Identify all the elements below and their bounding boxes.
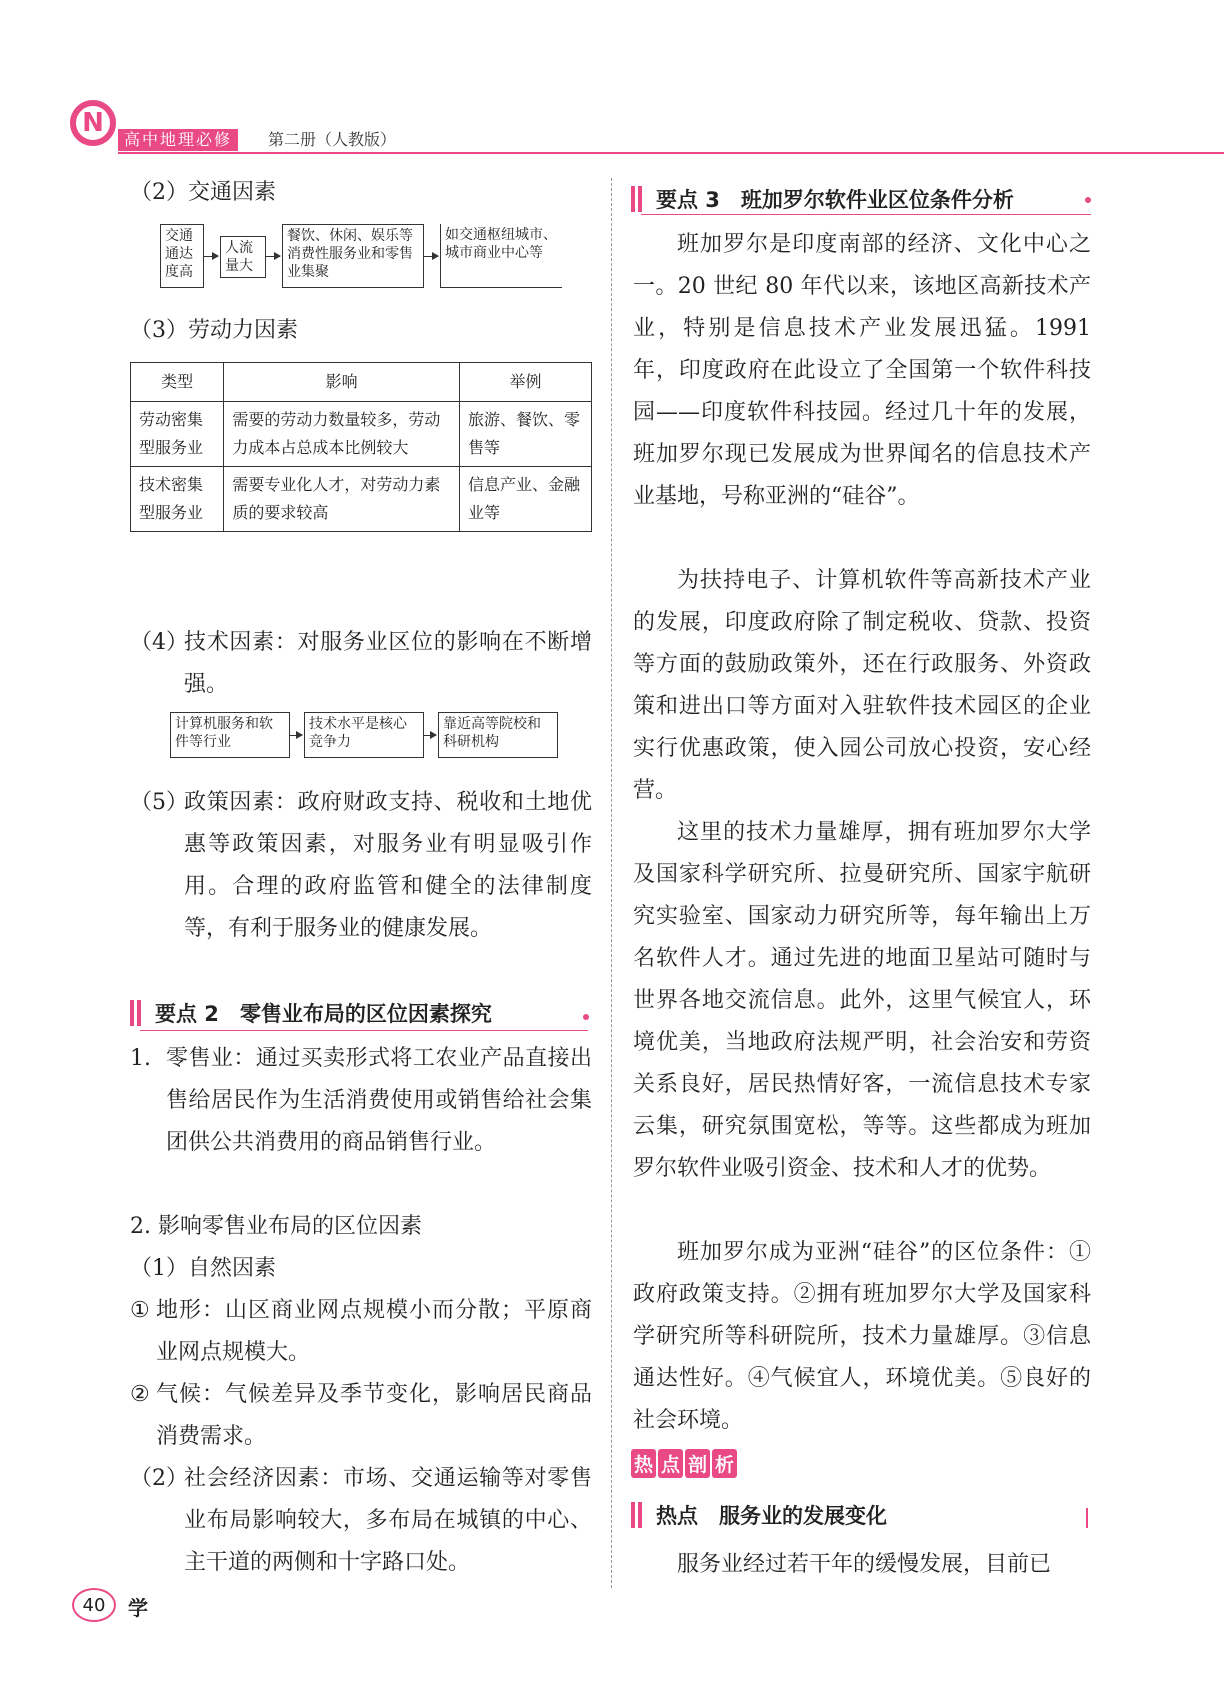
socio-number: （2） bbox=[130, 1466, 188, 1491]
tech-number: （4） bbox=[130, 630, 188, 655]
table-header-row bbox=[131, 363, 592, 402]
policy-paragraph: 政策因素：政府财政支持、税收和土地优惠等政策因素，对服务业有明显吸引作用。合理的政府监管和健全的法律制度等，有利于服务业的健康发展。 bbox=[184, 790, 592, 941]
page-number: 40 bbox=[72, 1588, 116, 1622]
footer-label: 学 bbox=[128, 1596, 148, 1620]
table-cell: 旅游、餐饮、零售等 bbox=[460, 402, 592, 467]
tech-flowchart bbox=[170, 712, 590, 760]
table-header-cell: 影响 bbox=[224, 363, 460, 402]
terrain-paragraph: 地形：山区商业网点规模小而分散；平原商业网点规模大。 bbox=[156, 1298, 592, 1365]
flow-box-4: 如交通枢纽城市、城市商业中心等 bbox=[440, 224, 562, 288]
flow-arrow-2 bbox=[424, 735, 436, 736]
point2-heading bbox=[130, 998, 492, 1028]
heading-bar bbox=[631, 1502, 635, 1528]
flow-box-3: 餐饮、休闲、娱乐等消费性服务业和零售业集聚 bbox=[282, 224, 424, 288]
labor-heading: （3）劳动力因素 bbox=[130, 318, 298, 343]
bangalore-paragraph-2: 为扶持电子、计算机软件等高新技术产业的发展，印度政府除了制定税收、贷款、投资等方面的鼓励政策外，还在行政服务、外资政策和进出口等方面对入驻软件技术园区的企业实行优惠政策，使入园公司放心投资，安心经营。 bbox=[633, 568, 1091, 803]
book-subtitle: 第二册（人教版） bbox=[268, 130, 397, 149]
hotspot-heading bbox=[631, 1500, 887, 1530]
table-cell: 劳动密集型服务业 bbox=[131, 402, 224, 467]
transport-heading: （2）交通因素 bbox=[130, 180, 276, 205]
badge-char: 热 bbox=[631, 1449, 656, 1478]
heading-underline bbox=[140, 1030, 588, 1031]
heading-underline bbox=[641, 214, 1091, 215]
flow-box-2: 人流量大 bbox=[220, 236, 266, 278]
bangalore-paragraph-1: 班加罗尔是印度南部的经济、文化中心之一。20 世纪 80 年代以来，该地区高新技术产业，特别是信息技术产业发展迅猛。1991 年，印度政府在此设立了全国第一个软件科技园——印度软件科技园。经过几十年的发展，班加罗尔现已发展成为世界闻名的信息技术产业基地，号称亚洲的“硅谷”。 bbox=[633, 232, 1091, 509]
flow-box-3: 靠近高等院校和科研机构 bbox=[438, 712, 558, 758]
book-title: 高中地理必修 bbox=[118, 129, 238, 151]
tech-paragraph: 技术因素：对服务业区位的影响在不断增强。 bbox=[184, 630, 592, 697]
service-paragraph: 服务业经过若干年的缓慢发展，目前已 bbox=[677, 1552, 1052, 1577]
item2-heading: 2. 影响零售业布局的区位因素 bbox=[130, 1214, 422, 1239]
flow-arrow-1 bbox=[290, 735, 302, 736]
climate-mark: ② bbox=[130, 1382, 150, 1407]
transport-flowchart bbox=[160, 224, 570, 294]
badge-char: 析 bbox=[712, 1449, 737, 1478]
table-cell: 信息产业、金融业等 bbox=[460, 467, 592, 532]
badge-char: 点 bbox=[658, 1449, 683, 1478]
heading-bar bbox=[130, 1000, 134, 1026]
heading-bar bbox=[638, 1502, 642, 1528]
heading-bar bbox=[631, 186, 635, 212]
heading-bar bbox=[638, 186, 642, 212]
table-cell: 需要的劳动力数量较多，劳动力成本占总成本比例较大 bbox=[224, 402, 460, 467]
climate-paragraph: 气候：气候差异及季节变化，影响居民商品消费需求。 bbox=[156, 1382, 592, 1449]
terrain-mark: ① bbox=[130, 1298, 150, 1323]
table-header-cell: 类型 bbox=[131, 363, 224, 402]
flow-arrow-3 bbox=[424, 256, 438, 257]
table-header-cell: 举例 bbox=[460, 363, 592, 402]
hotspot-title: 热点 服务业的发展变化 bbox=[656, 1504, 887, 1528]
policy-number: （5） bbox=[130, 790, 188, 815]
heading-dot bbox=[1085, 197, 1091, 203]
header-rule bbox=[118, 152, 1224, 154]
point3-heading bbox=[631, 184, 1014, 214]
logo-letter: N bbox=[82, 108, 104, 138]
table-row bbox=[131, 467, 592, 532]
flow-arrow-1 bbox=[204, 256, 218, 257]
table-cell: 技术密集型服务业 bbox=[131, 467, 224, 532]
hotspot-analysis-badge bbox=[631, 1449, 737, 1478]
flow-arrow-2 bbox=[266, 256, 280, 257]
heading-bar bbox=[137, 1000, 141, 1026]
table-cell: 需要专业化人才，对劳动力素质的要求较高 bbox=[224, 467, 460, 532]
item1-paragraph: 零售业：通过买卖形式将工农业产品直接出售给居民作为生活消费使用或销售给社会集团供公共消费用的商品销售行业。 bbox=[166, 1046, 592, 1155]
bangalore-paragraph-3: 这里的技术力量雄厚，拥有班加罗尔大学及国家科学研究所、拉曼研究所、国家宇航研究实验室、国家动力研究所等，每年输出上万名软件人才。通过先进的地面卫星站可随时与世界各地交流信息。此外，这里气候宜人，环境优美，当地政府法规严明，社会治安和劳资关系良好，居民热情好客，一流信息技术专家云集，研究氛围宽松，等等。这些都成为班加罗尔软件业吸引资金、技术和人才的优势。 bbox=[633, 820, 1091, 1181]
badge-char: 剖 bbox=[685, 1449, 710, 1478]
socio-paragraph: 社会经济因素：市场、交通运输等对零售业布局影响较大，多布局在城镇的中心、主干道的两侧和十字路口处。 bbox=[184, 1466, 592, 1575]
item1-number: 1. bbox=[130, 1046, 151, 1071]
book-logo bbox=[70, 100, 116, 146]
flow-box-2: 技术水平是核心竞争力 bbox=[304, 712, 424, 758]
bangalore-paragraph-4: 班加罗尔成为亚洲“硅谷”的区位条件：①政府政策支持。②拥有班加罗尔大学及国家科学研究所等科研院所，技术力量雄厚。③信息通达性好。④气候宜人，环境优美。⑤良好的社会环境。 bbox=[633, 1240, 1091, 1433]
heading-dot bbox=[583, 1014, 589, 1020]
point3-title: 要点 3 班加罗尔软件业区位条件分析 bbox=[656, 188, 1014, 212]
table-row bbox=[131, 402, 592, 467]
column-divider bbox=[611, 178, 612, 1588]
flow-box-1: 交通通达度高 bbox=[160, 224, 204, 288]
point2-title: 要点 2 零售业布局的区位因素探究 bbox=[155, 1002, 492, 1026]
labor-factor-table bbox=[130, 362, 592, 532]
flow-box-1: 计算机服务和软件等行业 bbox=[170, 712, 290, 758]
heading-marker bbox=[1086, 1508, 1088, 1528]
natural-factor-heading: （1）自然因素 bbox=[130, 1256, 276, 1281]
